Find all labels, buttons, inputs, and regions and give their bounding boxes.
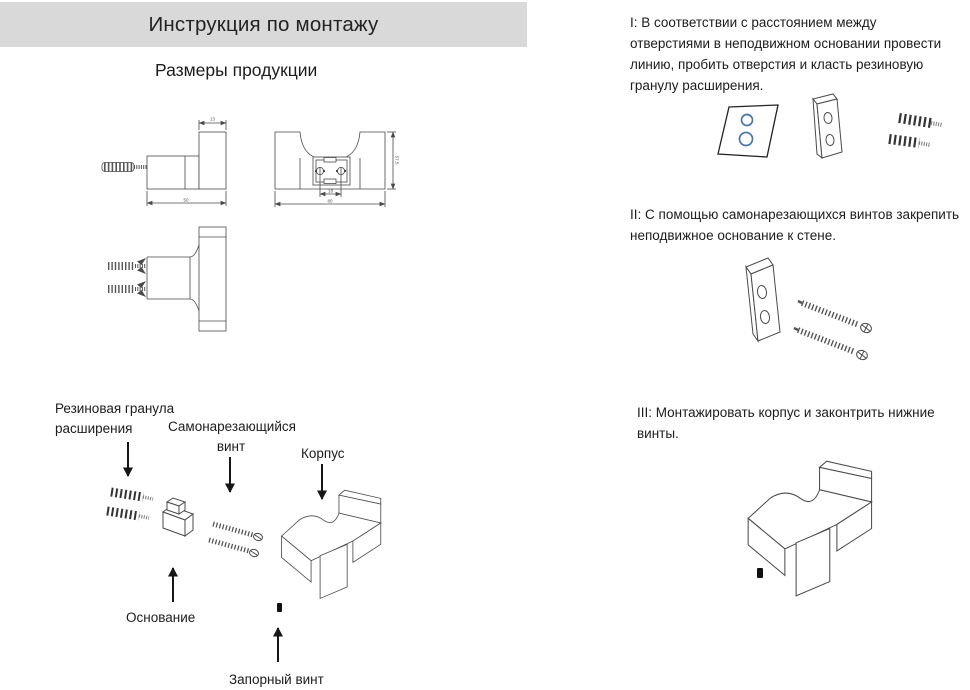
base-plate-icon [813, 94, 842, 158]
exploded-parts-diagram [95, 478, 400, 624]
dimension-top [199, 117, 226, 131]
rubber-anchor-icon [111, 492, 153, 499]
label-self-tapping-screw-2: винт [216, 439, 246, 454]
anchor-screw-drawing [102, 163, 147, 172]
screw-icon [798, 301, 873, 334]
rubber-anchor-icon [889, 139, 930, 145]
anchor-screw-drawing [108, 281, 146, 297]
rubber-anchor-icon [899, 118, 942, 125]
step-2-text: II: С помощью самонарезающихся винтов закрепить неподвижное основание к стене. [630, 207, 960, 243]
hook-body-icon [748, 461, 871, 596]
step-1-text: I: В соответствии с расстоянием между отверстиями в неподвижном основании провести линию, пробить отверстия и класть резиновую гранулу расширения. [630, 15, 942, 93]
lock-screw-icon [277, 603, 282, 612]
side-view-drawing [95, 110, 235, 214]
front-view-drawing [270, 126, 404, 216]
base-plate-icon [746, 258, 780, 341]
svg-text:13: 13 [209, 116, 216, 122]
label-body: Корпус [301, 446, 345, 461]
anchor-screw-drawing [108, 258, 146, 274]
step-3-illustration [735, 446, 965, 631]
svg-text:18: 18 [327, 188, 334, 194]
label-rubber-plug: Резиновая гранула расширения [55, 401, 175, 436]
hook-body-icon [282, 490, 381, 598]
screw-icon [213, 524, 263, 542]
screw-icon [794, 328, 869, 361]
dimension-height [387, 132, 400, 189]
svg-text:80: 80 [327, 198, 333, 204]
label-base: Основание [126, 610, 196, 625]
rubber-anchor-icon [107, 511, 149, 518]
label-self-tapping-screw: Самонарезающийся [168, 419, 296, 434]
header-bar [0, 2, 527, 47]
top-view-drawing [98, 220, 232, 338]
lock-screw-icon [757, 568, 763, 578]
dimension-bottom [147, 191, 226, 206]
step-1-illustration [700, 92, 950, 177]
wall-surface-icon [718, 105, 778, 157]
svg-text:50: 50 [183, 197, 189, 203]
step-2-illustration [698, 252, 923, 370]
page-title: Инструкция по монтажу [148, 12, 379, 36]
label-lock-screw: Запорный винт [229, 672, 324, 687]
svg-text:57.5: 57.5 [394, 155, 400, 165]
mount-plate-drawing [313, 157, 350, 185]
screw-icon [209, 540, 259, 558]
base-block-icon [163, 498, 193, 536]
step-3-text: III: Монтажировать корпус и законтрить нижние винты. [637, 405, 935, 441]
section-subtitle: Размеры продукции [155, 60, 318, 80]
